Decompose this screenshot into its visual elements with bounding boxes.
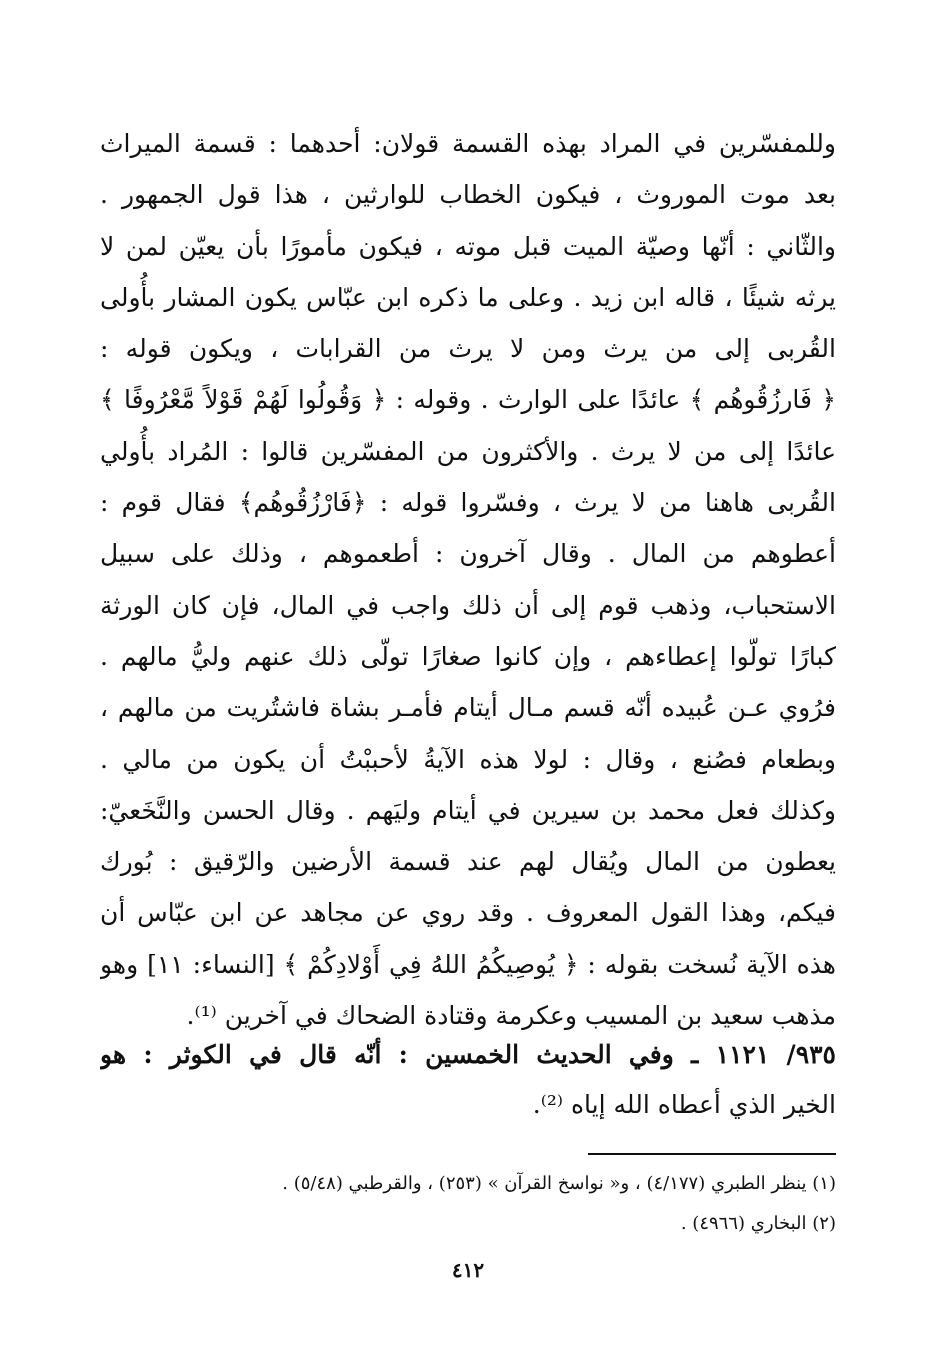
text-line: فرُوي عـن عُبيده أنّه قسم مـال أيتام فأمـر بشاة فاشتُريت من مالهم ، xyxy=(100,693,836,723)
hadith-text-line: الخير الذي أعطاه الله إياه ⁽²⁾. xyxy=(532,1090,836,1119)
text-line: القُربى هاهنا من لا يرث ، وفسّروا قوله : ﴿فَارْزُقُوهُم﴾ فقال قوم : xyxy=(100,488,836,518)
page-number: ٤١٢ xyxy=(451,1258,485,1282)
text-line: القُربى إلى من يرث ومن لا يرث من القرابات ، ويكون قوله : xyxy=(100,334,836,364)
text-line: بعد موت الموروث ، فيكون الخطاب للوارثين ، هذا قول الجمهور . xyxy=(100,180,836,210)
text-line: وبطعام فصُنع ، وقال : لولا هذه الآيةُ لأحببْتُ أن يكون من مالي . xyxy=(100,744,836,774)
footnote-1: (١) ينظر الطبري (٤/١٧٧) ، و« نواسخ القرآن » (٢٥٣) ، والقرطبي (٥/٤٨) . xyxy=(282,1173,836,1194)
text-line: وكذلك فعل محمد بن سيرين في أيتام وليَهم . وقال الحسن والنَّخَعيّ: xyxy=(100,795,836,825)
text-line: مذهب سعيد بن المسيب وعكرمة وقتادة الضحاك في آخرين ⁽¹⁾. xyxy=(186,1001,836,1031)
text-line: فيكم، وهذا القول المعروف . وقد روي عن مجاهد عن ابن عبّاس أن xyxy=(100,898,836,928)
text-line: أعطوهم من المال . وقال آخرون : أطعموهم ، وذلك على سبيل xyxy=(100,539,836,569)
text-line: عائدًا إلى من لا يرث . والأكثرون من المفسّرين قالوا : المُراد بأُولي xyxy=(100,436,836,466)
text-line: ﴿ فَارزُقُوهُم ﴾ عائدًا على الوارث . وقوله : ﴿ وَقُولُوا لَهُمْ قَوْلاً مَّعْرُوفًا ﴾ xyxy=(100,385,836,415)
footnote-2: (٢) البخاري (٤٩٦٦) . xyxy=(680,1213,836,1234)
footnotes xyxy=(100,1164,836,1244)
hadith-entry xyxy=(100,1030,836,1130)
text-line: يرثه شيئًا ، قاله ابن زيد . وعلى ما ذكره ابن عبّاس يكون المشار بأُولى xyxy=(100,282,836,312)
hadith-heading: ٩٣٥/ ١١٢١ ـ وفي الحديث الخمسين : أنّه قال في الكوثر : هو xyxy=(100,1040,836,1069)
main-text-block xyxy=(100,118,836,1041)
text-line: والثّاني : أنّها وصيّة الميت قبل موته ، فيكون مأمورًا بأن يعيّن لمن لا xyxy=(100,231,836,261)
text-line: هذه الآية نُسخت بقوله : ﴿ يُوصِيكُمُ اللهُ فِي أَوْلادِكُمْ ﴾ [النساء: ١١] وهو xyxy=(100,949,836,979)
text-line: كبارًا تولّوا إعطاءهم ، وإن كانوا صغارًا تولّى ذلك عنهم وليُّ مالهم . xyxy=(100,641,836,671)
text-line: يعطون من المال ويُقال لهم عند قسمة الأرضين والرّقيق : بُورك xyxy=(100,847,836,877)
text-line: وللمفسّرين في المراد بهذه القسمة قولان: أحدهما : قسمة الميراث xyxy=(100,129,836,158)
text-line: الاستحباب، وذهب قوم إلى أن ذلك واجب في المال، فإن كان الورثة xyxy=(100,590,836,620)
footnote-separator xyxy=(588,1153,836,1155)
